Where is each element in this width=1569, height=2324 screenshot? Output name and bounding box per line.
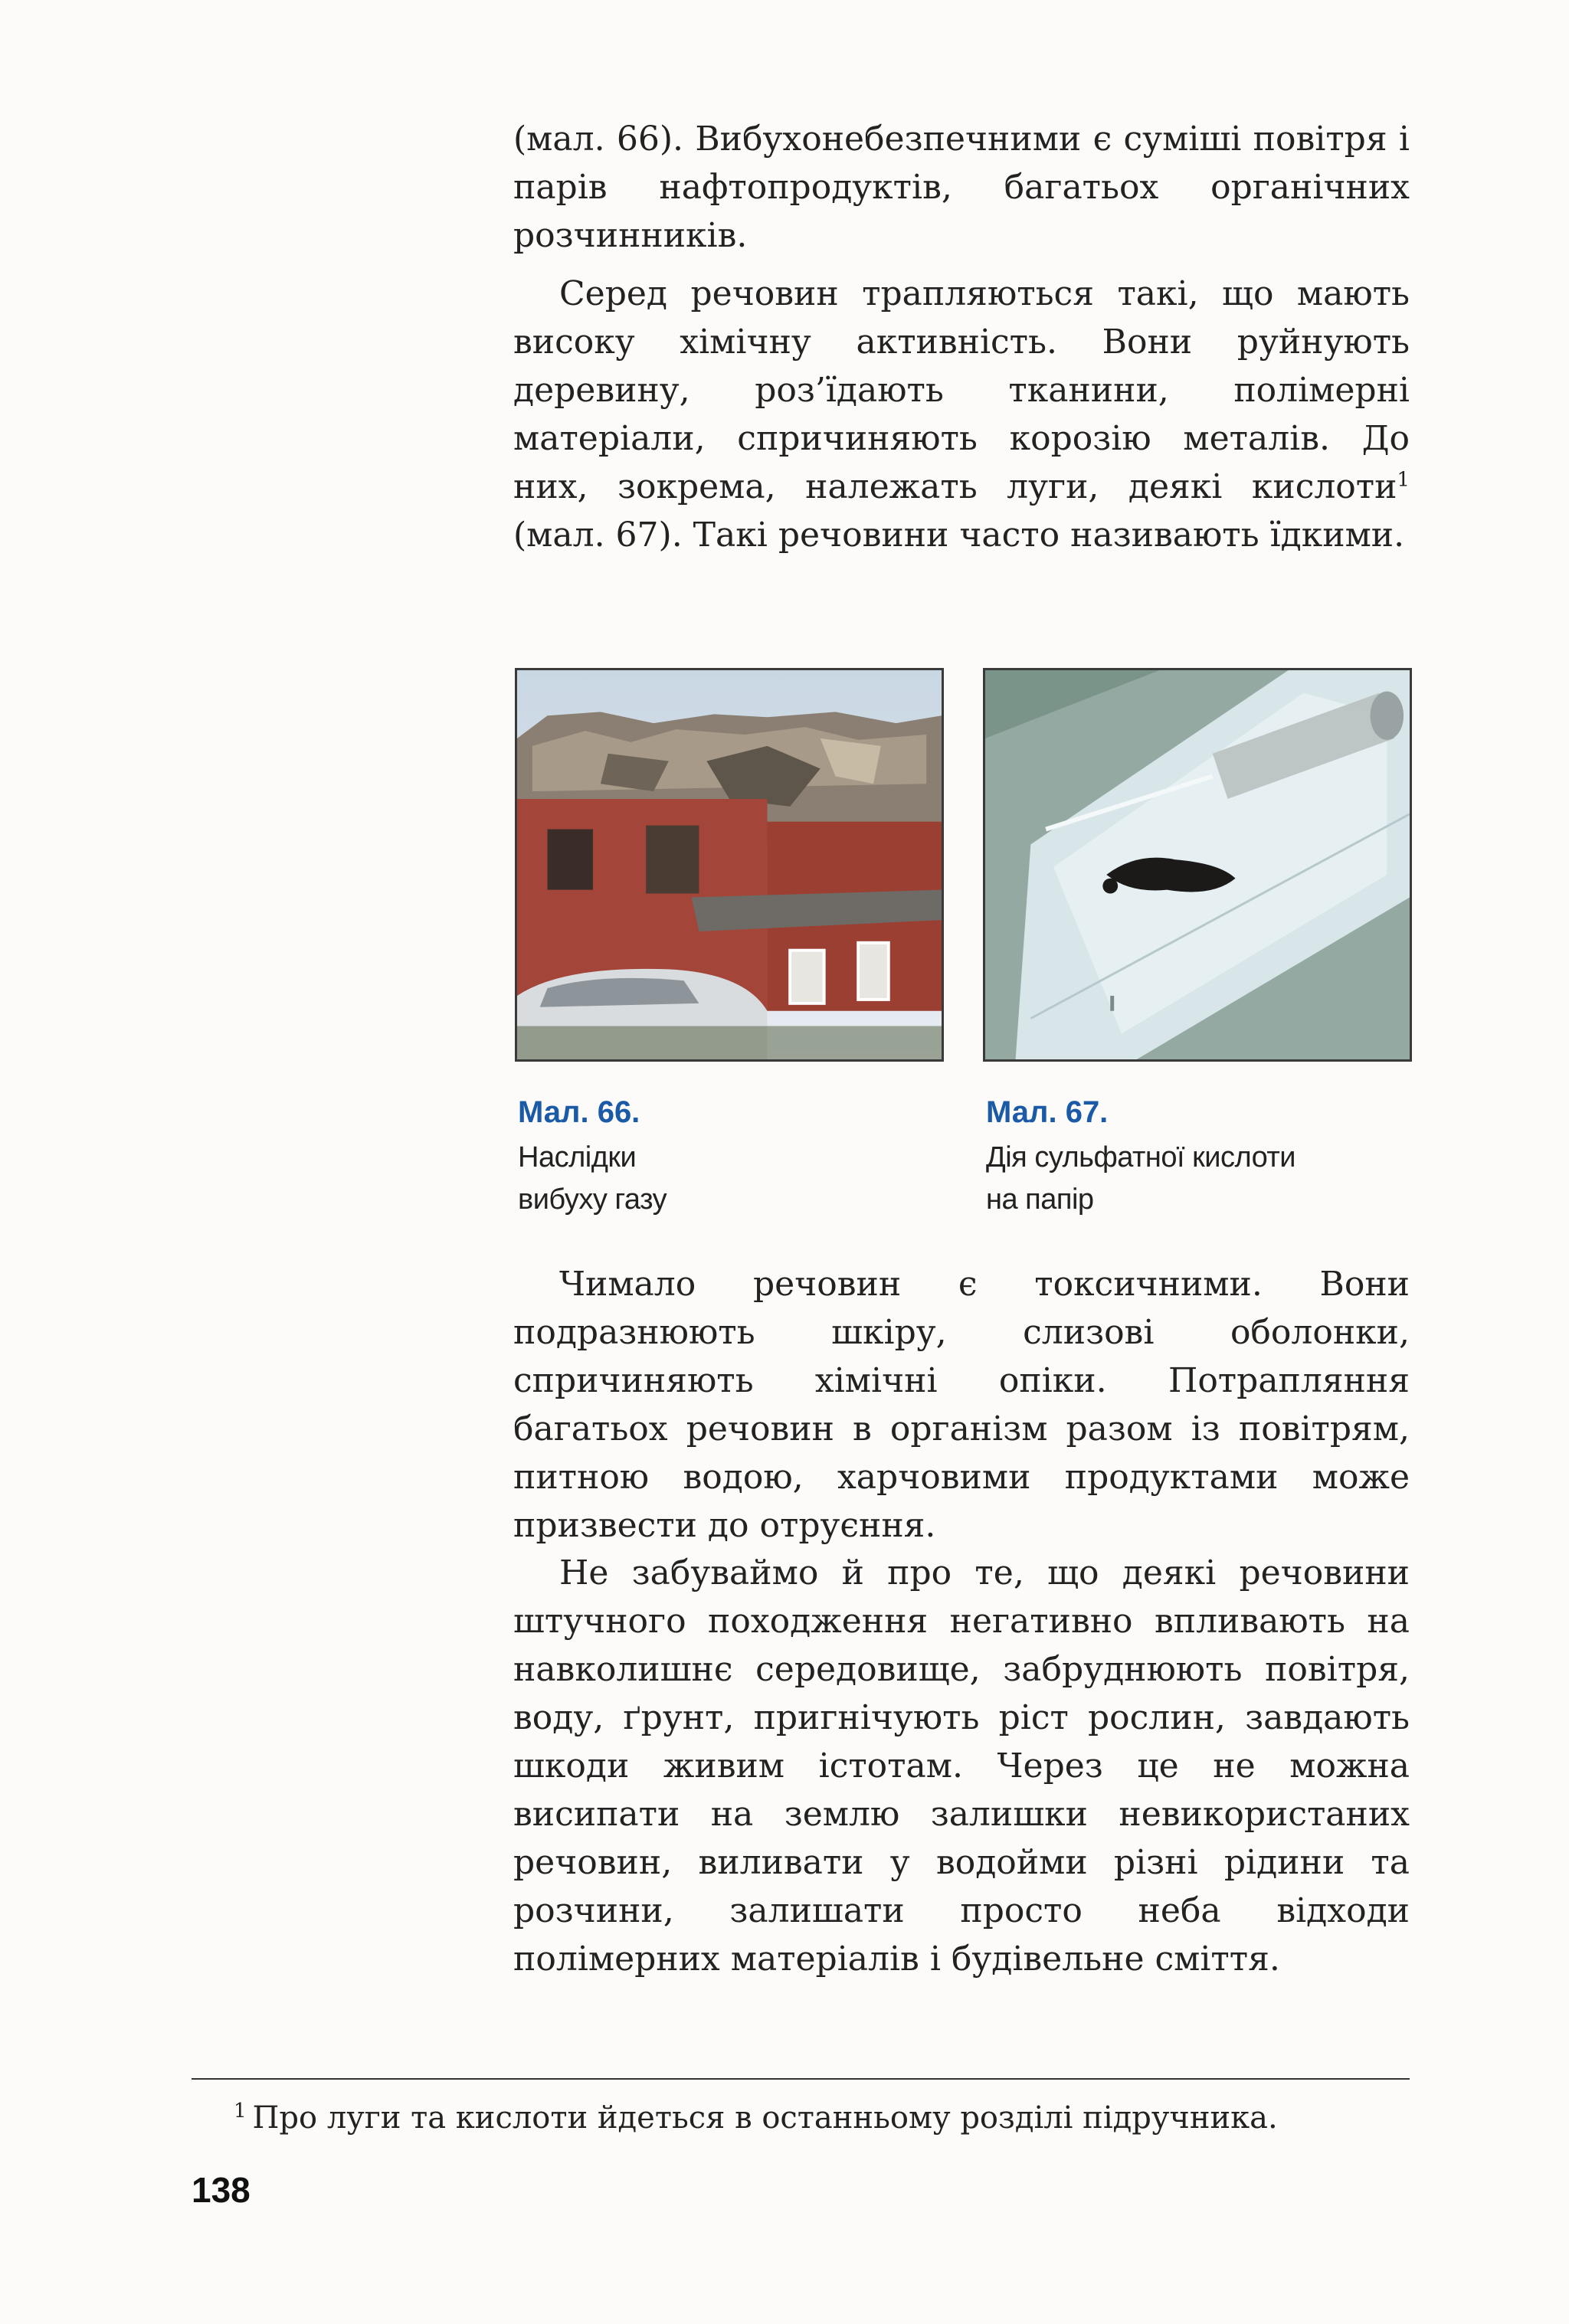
figure-66-photo (515, 668, 944, 1062)
footnote-mark: 1 (234, 2099, 247, 2123)
paragraph-2: Серед речовин трапляються такі, що мають високу хімічну активність. Вони руйнують деревину, роз’їдають тканини, полімерні матеріали, спричиняють корозію металів. До них, зокрема, належать луги, деякі кислоти$^1$ (мал. 67). Такі речовини часто називають їдкими. (513, 274, 1410, 555)
figure-67-caption-line-2: на папір (986, 1183, 1094, 1216)
footnote-rule (192, 2078, 1410, 2080)
page-number: 138 (192, 2170, 251, 2210)
paragraph-4: Не забуваймо й про те, що деякі речовини штучного походження негативно впливають на навколишнє середовище, забруднюють повітря, воду, ґрунт, пригнічують ріст рослин, завдають шкоди живим істотам. Через це не можна висипати на землю залишки невикористаних речовин, виливати у водойми різні рідини та розчини, залишати просто неба відходи полімерних матеріалів і будівельне сміття. (513, 1553, 1410, 1979)
figure-67-caption-line-1: Дія сульфатної кислоти (986, 1141, 1296, 1173)
footnote-text: Про луги та кислоти йдеться в останньому розділі підручника. (252, 2100, 1278, 2136)
footnote (234, 2097, 1278, 2139)
figure-66-caption-line-2: вибуху газу (518, 1183, 667, 1216)
figure-67-number: Мал. 67. (986, 1095, 1109, 1129)
paragraph-1: (мал. 66). Вибухонебезпечними є суміші повітря і парів нафтопродуктів, багатьох органічних розчинників. (513, 119, 1410, 255)
figure-66-caption-line-1: Наслідки (518, 1141, 637, 1173)
paragraph-3: Чимало речовин є токсичними. Вони подразнюють шкіру, слизові оболонки, спричиняють хімічні опіки. Потрапляння багатьох речовин в організм разом із повітрям, питною водою, харчовими продуктами може призвести до отруєння. (513, 1265, 1410, 1545)
footnote-reference: 1 (1397, 468, 1410, 492)
figure-67-photo (983, 668, 1412, 1062)
figure-66-number: Мал. 66. (518, 1095, 640, 1129)
